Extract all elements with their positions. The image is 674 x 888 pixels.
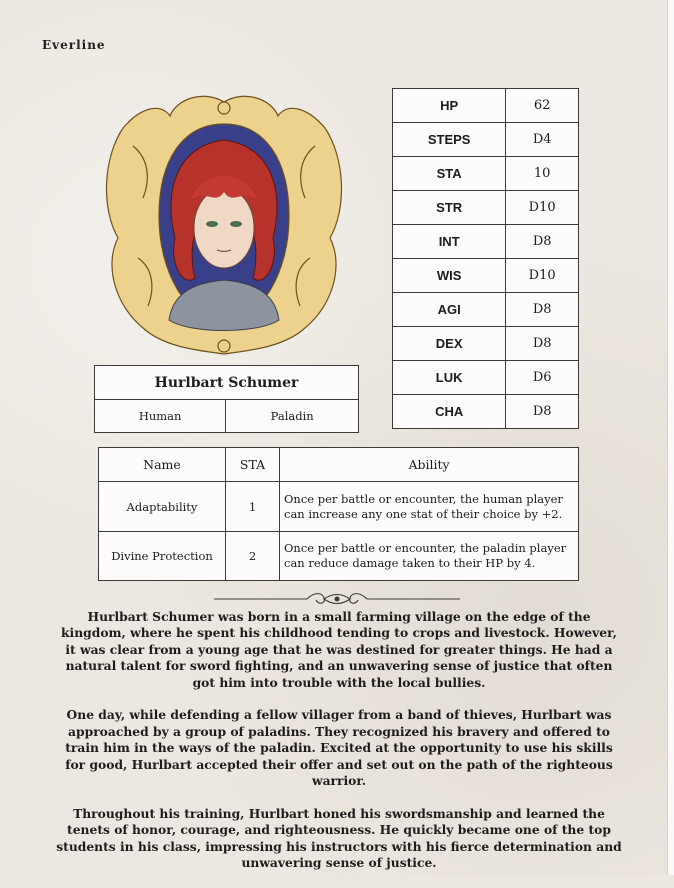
page-edge — [667, 0, 674, 875]
stat-row — [393, 89, 579, 123]
stat-label: AGI — [393, 293, 506, 327]
stat-value: D6 — [506, 361, 579, 395]
story-paragraph: Throughout his training, Hurlbart honed his swordsmanship and learned the tenets of honor, courage, and righteousness. He quickly became one of the top students in his class, impressing his instructors with his fierce determination and unwavering sense of justice. — [56, 805, 622, 871]
stat-label: CHA — [393, 395, 506, 429]
ability-name: Divine Protection — [99, 532, 226, 581]
character-figure — [169, 140, 279, 331]
stat-value: D10 — [506, 191, 579, 225]
stat-label: LUK — [393, 361, 506, 395]
stat-row — [393, 157, 579, 191]
character-name: Hurlbart Schumer — [95, 366, 359, 400]
stat-value: D8 — [506, 225, 579, 259]
abilities-table — [98, 447, 579, 581]
stat-value: D8 — [506, 293, 579, 327]
ability-row — [99, 482, 579, 532]
header-sta: STA — [226, 448, 280, 482]
stat-row — [393, 123, 579, 157]
stat-row — [393, 191, 579, 225]
ability-text: Once per battle or encounter, the paladin player can reduce damage taken to their HP by 4. — [280, 532, 579, 581]
header-ability: Ability — [280, 448, 579, 482]
stat-label: STEPS — [393, 123, 506, 157]
stat-value: D8 — [506, 327, 579, 361]
backstory — [55, 609, 623, 888]
stat-label: WIS — [393, 259, 506, 293]
stat-row — [393, 259, 579, 293]
brand-title: Everline — [42, 38, 106, 52]
stat-value: 10 — [506, 157, 579, 191]
ability-row — [99, 532, 579, 581]
story-paragraph: One day, while defending a fellow villager from a band of thieves, Hurlbart was approached by a group of paladins. They recognized his bravery and offered to train him in the ways of the paladin. Excited at the opportunity to use his skills for good, Hurlbart accepted their offer and set out on the path of the righteous warrior. — [65, 707, 613, 789]
character-class: Paladin — [226, 400, 359, 433]
stat-row — [393, 395, 579, 429]
ability-text: Once per battle or encounter, the human player can increase any one stat of their choice by +2. — [280, 482, 579, 532]
stat-label: STR — [393, 191, 506, 225]
stat-row — [393, 225, 579, 259]
ability-sta: 2 — [226, 532, 280, 581]
stat-label: DEX — [393, 327, 506, 361]
stat-row — [393, 361, 579, 395]
ability-name: Adaptability — [99, 482, 226, 532]
face — [194, 188, 254, 268]
header-name: Name — [99, 448, 226, 482]
stat-value: 62 — [506, 89, 579, 123]
character-name-box — [94, 365, 359, 433]
stat-value: D10 — [506, 259, 579, 293]
stat-value: D4 — [506, 123, 579, 157]
stats-table — [392, 88, 579, 429]
stat-label: INT — [393, 225, 506, 259]
ornamental-divider — [212, 590, 462, 608]
ability-sta: 1 — [226, 482, 280, 532]
stat-row — [393, 327, 579, 361]
stat-row — [393, 293, 579, 327]
character-race: Human — [95, 400, 226, 433]
character-portrait — [93, 88, 355, 358]
story-paragraph: Hurlbart Schumer was born in a small farming village on the edge of the kingdom, where he spent his childhood tending to crops and livestock. However, it was clear from a young age that he was destined for greater things. He had a natural talent for sword fighting, and an unwavering sense of justice that often got him into trouble with the local bullies. — [61, 609, 617, 690]
stat-label: HP — [393, 89, 506, 123]
stat-label: STA — [393, 157, 506, 191]
stat-value: D8 — [506, 395, 579, 429]
